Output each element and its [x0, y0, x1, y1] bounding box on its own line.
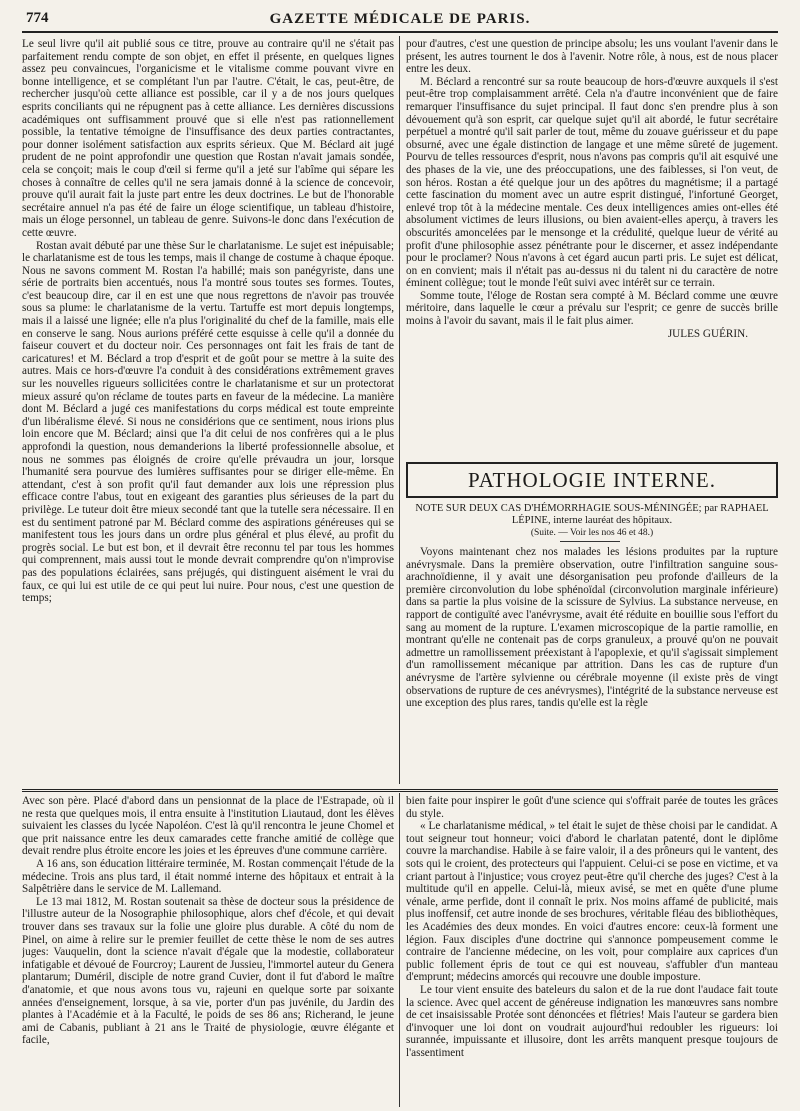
paragraph: Somme toute, l'éloge de Rostan sera compté à M. Béclard comme une œuvre méritoire, dans laquelle le cœur a prévalu sur l'esprit; ce genre de succès brille moins à l'avoir du savant, mais il le fait plus aimer.: [406, 289, 778, 328]
bottom-left-column: [22, 795, 394, 1105]
top-right-column: [406, 38, 778, 455]
header-rule: [22, 31, 778, 33]
paragraph: Le tour vient ensuite des bateleurs du salon et de la rue dont l'audace fait toute la science. Avec quel accent de généreuse indignation les manœuvres sans nombre de cet insaisissable Protée sont dénoncées et flétries! Mais l'auteur se gardera bien d'invoquer une loi dont on voudrait aujourd'hui redoubler les rigueurs: loi surannée, impuissante et illusoire, dont les arrêts manquent presque toujours de l'assentiment: [406, 983, 778, 1059]
article-title: NOTE SUR DEUX CAS D'HÉMORRHAGIE SOUS-MÉNINGÉE; par RAPHAEL: [415, 503, 769, 514]
section-heading: PATHOLOGIE INTERNE.: [406, 462, 778, 498]
column-divider-bottom: [399, 793, 400, 1107]
top-left-column: [22, 38, 394, 783]
paragraph: A 16 ans, son éducation littéraire terminée, M. Rostan commençait l'étude de la médecine. Trois ans plus tard, il était nommé interne des hôpitaux et entrait à la Salpêtrière dans le service de M. Lallemand.: [22, 857, 394, 896]
article-author: LÉPINE, interne lauréat des hôpitaux.: [511, 515, 673, 526]
paragraph: « Le charlatanisme médical, » tel était le sujet de thèse choisi par le candidat. A tout seigneur tout honneur; voici d'abord le charlatan patenté, dont le diplôme couvre la marchandise. Habile à se faire valoir, il a des prôneurs qui le vantent, des sots qui le croient, des protecteurs qui l'appuient. Celui-ci se pose en victime, et va criant partout à l'injustice; vous croyez peut-être qu'il cherche des juges? C'est à la multitude qu'il en appelle. Celui-là, mieux avisé, se met en quête d'une plume vénale, arme perfide, dont il connaît le prix. Nos moins affamé de publicité, mais plus inoffensif, cet autre inonde de ses brochures, véritable fléau des bibliothèques, les Académies des deux mondes. En voici d'autres encore: ceux-là forment une légion. Faux disciples d'une doctrine qui s'annonce pompeusement comme le contraire de l'ancienne médecine, on les voit, pour complaire aux caprices d'un public follement épris de tout ce qui est nouveau, s'affubler d'un manteau d'emprunt; médecins amorcés qui recouvre une double imposture.: [406, 820, 778, 984]
paragraph: Le seul livre qu'il ait publié sous ce titre, prouve au contraire qu'il ne s'était pas parfaitement rendu compte de son objet, en effet il présente, en quelques lignes assez peu convaincues, l'organicisme et le vitalisme comme pouvant vivre en bonne intelligence, et se complétant l'un par l'autre. C'était, le cas, peut-être, de rechercher jusqu'où cette alliance est possible, car il y a de nos jours quelques esprits conciliants qui ne répugnent pas à cette alliance. Les dernières discussions académiques ont suffisamment prouvé que si elle n'est pas rationnellement possible, la tentative témoigne de l'insuffisance des deux parties contractantes, pour donner isolément satisfaction aux esprits sérieux. Que M. Béclard ait jugé prudent de ne point approfondir une question que Rostan n'avait jamais sondée, cela se conçoit; mais le coup d'œil si ferme qu'il a jeté sur l'abîme qui sépare les choses à connaître de celles qu'il ne sera jamais donné à la science de concevoir, prouve qu'il aurait fait la juste part entre les deux doctrines. Le but de l'honorable secrétaire annuel n'a pas été de faire un éloge scientifique, un tableau d'histoire, mais un éloge personnel, un tableau de genre. Suivons-le donc dans l'exécution de cette œuvre.: [22, 38, 394, 239]
paragraph: Avec son père. Placé d'abord dans un pensionnat de la place de l'Estrapade, où il ne resta que quelques mois, il entra ensuite à l'institution Liautaud, dont les élèves suivaient les classes du lycée Napoléon. C'est là qu'il rencontra le jeune Chomel et que prit naissance entre les deux camarades cette franche amitié de collège que devait rendre plus étroite encore les joies et les épreuves d'une commune carrière.: [22, 795, 394, 858]
feuilleton-rule: [22, 789, 778, 792]
journal-title: GAZETTE MÉDICALE DE PARIS.: [269, 11, 531, 27]
column-divider-top: [399, 36, 400, 784]
page-number: 774: [26, 10, 49, 26]
signature: JULES GUÉRIN.: [667, 327, 748, 340]
paragraph: Rostan avait débuté par une thèse Sur le charlatanisme. Le sujet est inépuisable; le charlatanisme est de tous les temps, mais il change de costume à chaque époque. Nous ne savons comment M. Rostan l'a habillé; mais son panégyriste, dans une série de portraits bien accentués, nous l'a montré sous toutes ses formes. Toutes, c'est beaucoup dire, car il en est une que nous regrettons de n'avoir pas trouvée sous sa plume: le charlatanisme de la vertu. Tartuffe est mort depuis longtemps, mais il a laissé une lignée; elle n'a plus l'originalité du chef de la famille, mais elle en conserve le sang. Nous aurions préféré cette esquisse à celle qu'il a donnée du faiseur couvert et du docteur noir. Ces personnages ont fait les frais de tant de caricatures! et M. Béclard a trop d'esprit et de goût pour se mettre à la suite des autres. Mais ce hors-d'œuvre l'a conduit à des considérations extrêmement graves sur les nouvelles rigueurs sollicitées contre le charlatanisme et sur un protectorat mieux assuré qu'on réclame de toutes parts en faveur de la médecine. La manière dont M. Béclard a jugé ces manifestations du corps médical est toute empreinte d'un libéralisme élevé. Si nous ne considérions que ce sentiment, nous irions plus loin encore que M. Béclard; ainsi que l'a dit celui de nos confrères qui a le plus approfondi la question, nous demanderions la liberté professionnelle absolue, et nous ne sommes pas éloignés de croire qu'elle prévaudra un jour, lorsque l'humanité sera pourvue des lumières suffisantes pour se diriger elle-même. En attendant, c'est à son profit qu'il faut demander aux lois une répression plus efficace contre l'abus, tout en exigeant des garanties plus sérieuses de la part du privilège. Le tuteur doit être mieux secondé tant que la tutelle sera nécessaire. Il en est du sentiment patroné par M. Béclard comme des aspirations généreuses qui se manifestent tous les jours dans un ordre plus général et plus élevé, au profit du progrès social. Le but est bon, et il devrait être reconnu tel par tous les hommes qui comprennent, mais aussi tout le monde devrait comprendre qu'on n'improvise pas des populations éclairées, sans préjugés, qui distinguent aisément le vrai du faux, ce qui lui est utile de ce qui peut lui nuire. Pour nous, c'est une question de temps;: [22, 239, 394, 605]
bottom-right-column: [406, 795, 778, 1105]
article-rule: [560, 541, 620, 542]
paragraph: Voyons maintenant chez nos malades les lésions produites par la rupture anévrysmale. Dans la première observation, outre l'infiltration sanguine sous-arachnoïdienne, il y avait une désorganisation peu profonde d'ailleurs de la première circonvolution du lobe sphénoïdal (circonvolution marginale inférieure) dans sa partie la plus voisine de la scissure de Sylvius. La substance nerveuse, en rapport de contiguïté avec l'anévrysme, avait été réduite en bouillie sous l'effort du sang au moment de la rupture. L'examen microscopique de la partie ramollie, en montrant qu'elle ne contenait pas de corps granuleux, a prouvé qu'on ne pouvait admettre un ramollissement préexistant à l'apoplexie, et qu'il s'agissait simplement d'un ramollissement mécanique par attrition. Dans les cas de rupture d'un anévrysme de l'artère sylvienne ou cérébrale moyenne (il existe près de vingt observations de rupture de ces anévrysmes), l'intégrité de la substance nerveuse est une exception des plus rares, tandis qu'elle est la règle: [406, 546, 778, 710]
article-continuation-note: (Suite. — Voir les nos 46 et 48.): [530, 528, 654, 538]
paragraph: M. Béclard a rencontré sur sa route beaucoup de hors-d'œuvre auxquels il s'est peut-être trop complaisamment arrêté. Cela n'a d'autre inconvénient que de faire remarquer l'insuffisance du sujet principal. Il faut donc s'en prendre plus à son dévouement qu'à son esprit, car quelque sujet qu'il ait abordé, le futur secrétaire perpétuel a montré qu'il sait parler de tout, même du zouave guérisseur et du pape obsurné, avec une égale distinction de langage et une même sûreté de jugement. Pourvu de telles ressources d'esprit, nous n'avons pas compris qu'il ait esquivé une des phases de la vie, une des préoccupations, une des faiblesses, si l'on veut, de son héros. Rostan a été quelque jour un des apôtres du magnétisme; il a partagé cette fascination du moment avec un autre esprit distingué, l'infortuné Georget, enlevé trop tôt à la médecine mentale. Ces deux intelligences amies ont-elles été absolument victimes de leurs illusions, ou bien avaient-elles aperçu, à travers les obscurités amoncelées par le mensonge et la crédulité, quelque lueur de vérité au profit d'une philosophie assez pénétrante pour le discerner, et assez indépendante pour le proclamer? Nous n'avons à cet égard aucun parti pris. Le sujet est délicat, on en convient; mais il n'était pas au-dessus ni du talent ni du caractère de notre éminent collègue; tout le monde l'eût suivi avec intérêt sur ce terrain.: [406, 75, 778, 290]
paragraph: Le 13 mai 1812, M. Rostan soutenait sa thèse de docteur sous la présidence de l'illustre auteur de la Nosographie philosophique, alors chef d'école, et qui devait trouver dans ses travaux sur la folie une gloire plus durable. A côté du nom de Pinel, on aime à relire sur le premier feuillet de cette thèse le nom de ses autres juges: Vauquelin, dont la science n'avait d'égale que la modestie, collaborateur infatigable et dévoué de Fourcroy; Laurent de Jussieu, l'immortel auteur du Genera plantarum; Duméril, disciple de notre grand Cuvier, dont il fut d'abord le maître d'anatomie, et que nous avons tous vu, rajeuni en quelque sorte par soixante années d'enseignement, lorsque, à sa vie, porter d'un pas juvénile, du Jardin des plantes à l'Académie et à la Faculté, le poids de ses 86 ans; Richerand, le jeune ami de Cabanis, publiant à 21 ans le Traité de physiologie, œuvre élégante et facile,: [22, 895, 394, 1047]
paragraph: bien faite pour inspirer le goût d'une science qui s'offrait parée de toutes les grâces du style.: [406, 795, 778, 820]
pathologie-column: [406, 546, 778, 784]
paragraph: pour d'autres, c'est une question de principe absolu; les uns voulant l'avenir dans le présent, les autres tournent le dos à l'avenir. Notre rôle, à nous, est de nous placer entre les deux.: [406, 38, 778, 76]
